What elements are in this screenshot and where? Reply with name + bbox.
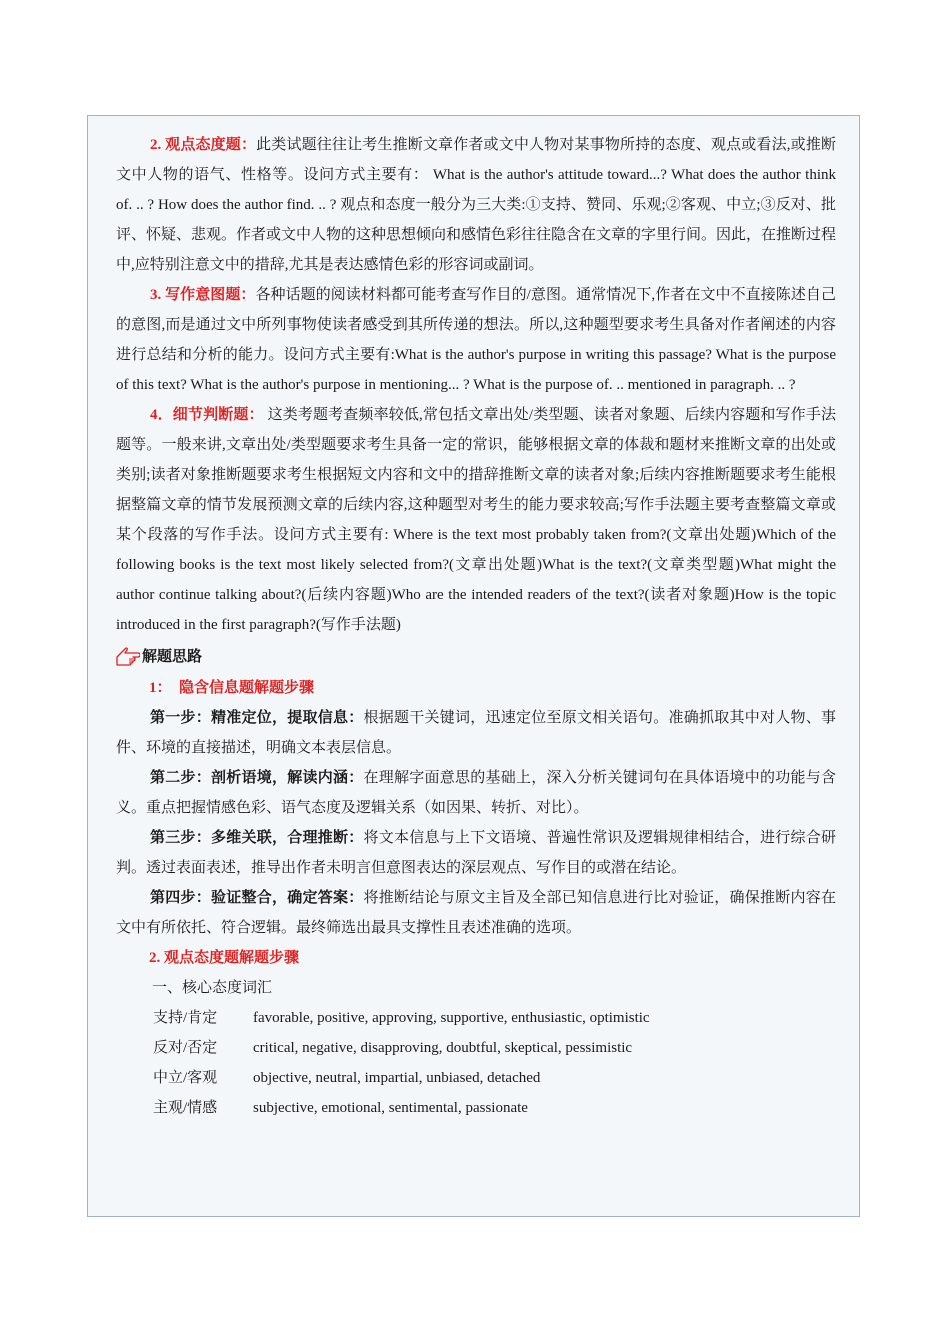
content-panel [87, 115, 860, 1217]
paragraph-detail-judgment [116, 400, 836, 640]
step-1-label: 第一步：精准定位，提取信息： [150, 710, 364, 726]
detail-judgment-label: 4．细节判断题： [150, 407, 264, 423]
section-heading [116, 640, 836, 673]
vocab-row [116, 1003, 836, 1033]
step-3-text: 将文本信息与上下文语境、普遍性常识及逻辑规律相结合，进行综合研判。透过表面表述，推导出作者未明言但意图表达的深层观点、写作目的或潜在结论。 [116, 830, 836, 876]
detail-judgment-text: 这类考题考查频率较低,常包括文章出处/类型题、读者对象题、后续内容题和写作手法题等。一般来讲,文章出处/类型题要求考生具备一定的常识，能够根据文章的体裁和题材来推断文章的出处或类别;读者对象推断题要求考生根据短文内容和文中的措辞推断文章的读者对象;后续内容推断题要求考生能根据整篇文章的情节发展预测文章的后续内容,这种题型对考生的能力要求较高;写作手法题主要考查整篇文章或某个段落的写作手法。设问方式主要有: Where is the text most probably taken from?(文章出处题)Which of the following books is the text most likely selected from?(文章出处题)What is the text?(文章类型题)What might the author continue talking about?(后续内容题)Who are the intended readers of the text?(读者对象题)How is the topic introduced in the first paragraph?(写作手法题) [116, 407, 836, 633]
vocab-row-words: objective, neutral, impartial, unbiased, detached [253, 1070, 541, 1086]
writing-purpose-label: 3. 写作意图题： [150, 287, 256, 303]
step-2-text: 在理解字面意思的基础上，深入分析关键词句在具体语境中的功能与含义。重点把握情感色彩、语气态度及逻辑关系（如因果、转折、对比）。 [116, 770, 836, 816]
attitude-question-text: 此类试题往往让考生推断文章作者或文中人物对某事物所持的态度、观点或看法,或推断文中人物的语气、性格等。设问方式主要有： What is the author's attitude toward...? What does the author think of. .. ? How does the author find. .. ? 观点和态度一般分为三大类:①支持、赞同、乐观;②客观、中立;③反对、批评、怀疑、悲观。作者或文中人物的这种思想倾向和感情色彩往往隐含在文章的字里行间。因此，在推断过程中,应特别注意文中的措辞,尤其是表达感情色彩的形容词或副词。 [116, 137, 837, 273]
vocab-row [116, 1033, 836, 1063]
paragraph-attitude-question [116, 130, 836, 280]
vocab-row-label: 中立/客观 [153, 1070, 218, 1086]
writing-purpose-text: 各种话题的阅读材料都可能考查写作目的/意图。通常情况下,作者在文中不直接陈述自己的意图,而是通过文中所列事物使读者感受到其所传递的想法。所以,这种题型要求考生具备对作者阐述的内容进行总结和分析的能力。设问方式主要有:What is the author's purpose in writing this passage? What is the purpose of this text? What is the author's purpose in mentioning... ? What is the purpose of. .. mentioned in paragraph. .. ? [116, 287, 836, 393]
paragraph-writing-purpose [116, 280, 836, 400]
step-1 [116, 703, 836, 763]
step-2-label: 第二步：剖析语境，解读内涵： [150, 770, 364, 786]
attitude-steps-title: 2. 观点态度题解题步骤 [149, 950, 300, 966]
section-heading-label: 解题思路 [142, 648, 203, 665]
vocab-row [116, 1093, 836, 1123]
step-4-label: 第四步：验证整合，确定答案： [150, 890, 364, 906]
vocab-row [116, 1063, 836, 1093]
attitude-question-label: 2. 观点态度题： [150, 137, 257, 153]
pointing-hand-icon [116, 647, 140, 667]
vocab-row-words: favorable, positive, approving, supportive, enthusiastic, optimistic [253, 1010, 650, 1026]
implicit-info-title: 1： 隐含信息题解题步骤 [149, 680, 315, 696]
step-3-label: 第三步：多维关联，合理推断： [150, 830, 364, 846]
step-1-text: 根据题干关键词，迅速定位至原文相关语句。准确抓取其中对人物、事件、环境的直接描述，明确文本表层信息。 [116, 710, 836, 756]
vocab-row-label: 支持/肯定 [153, 1010, 218, 1026]
step-3 [116, 823, 836, 883]
vocab-row-words: subjective, emotional, sentimental, passionate [253, 1100, 528, 1116]
vocab-row-words: critical, negative, disapproving, doubtful, skeptical, pessimistic [253, 1040, 633, 1056]
step-4 [116, 883, 836, 943]
step-2 [116, 763, 836, 823]
vocab-row-label: 反对/否定 [153, 1040, 218, 1056]
content-body [116, 130, 836, 1123]
step-4-text: 将推断结论与原文主旨及全部已知信息进行比对验证，确保推断内容在文中有所依托、符合逻辑。最终筛选出最具支撑性且表述准确的选项。 [116, 890, 836, 936]
vocab-row-label: 主观/情感 [153, 1100, 218, 1116]
vocab-title: 一、核心态度词汇 [152, 980, 273, 996]
